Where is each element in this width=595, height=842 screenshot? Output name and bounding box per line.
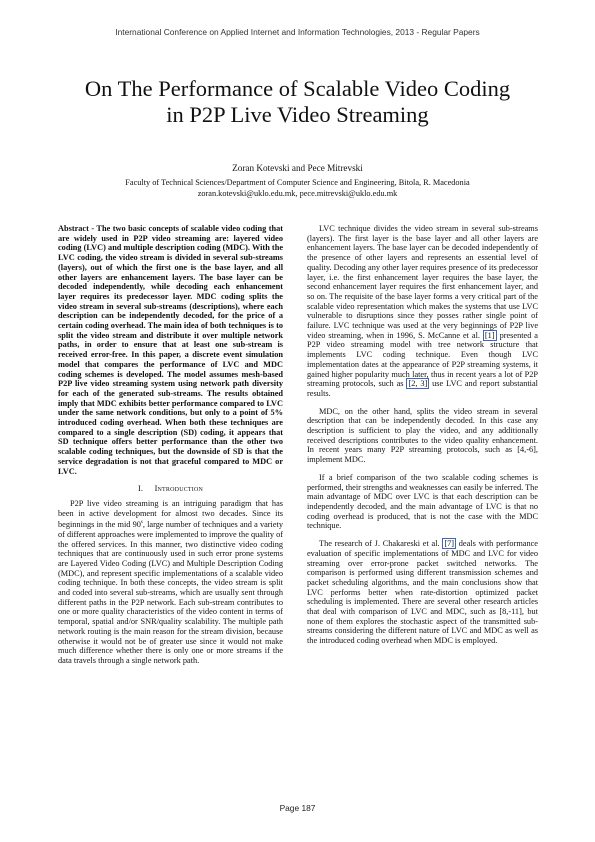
lvc-text-c: use LVC and report substantial results. (307, 379, 538, 398)
research-text-b: deals with performance evaluation of specific implementations of MDC and LVC for video streaming over error-prone packet switched networks. The comparison is performed using different transmission schemes and packet scheduling algorithms, and the main conclusions show that LVC performs better when rate-distortion optimized packet scheduling is implemented. There are several other research articles that deal with comparison of LVC and MDC, such as [8,-11], but none of them explores the stochastic aspect of the transmitted sub-streams considering the different nature of LVC and MDC as well as the introduced coding overhead when MDC is employed. (307, 539, 538, 646)
research-paragraph (307, 539, 538, 646)
affiliation-block (0, 177, 595, 199)
section-heading (58, 484, 283, 494)
paper-title (40, 76, 555, 128)
citation-link-1[interactable]: [1] (484, 330, 495, 340)
citation-link-2-3[interactable]: [2, 3] (408, 379, 428, 389)
affiliation: Faculty of Technical Sciences/Department of Computer Science and Engineering, Bitola, R. Macedonia (125, 178, 470, 187)
authors: Zoran Kotevski and Pece Mitrevski (232, 163, 363, 173)
title-line-2: in P2P Live Video Streaming (166, 102, 429, 127)
abstract: Abstract - The two basic concepts of scalable video coding that are widely used in P2P video streaming are: layered video coding (LVC) and multiple description coding (MDC). With the LVC coding, the video stream is divided in several sub-streams (layers), out of which the first one is the base layer, and all other layers are enhancement layers. The base layer can be decoded independently, while decoding each enhancement layer requires its predecessor layer. MDC coding splits the video stream in several sub-streams (descriptions), where each description can be independently decoded, for the price of a certain coding overhead. The main idea of both techniques is to split the video stream and distribute it over multiple network paths, in order to ensure that at least one sub-stream is received error-free. In this paper, a discrete event simulation model that compares the performance of LVC and MDC coding schemes is developed. The model assumes mesh-based P2P live video streaming system using network path diversity for each of the generated sub-streams. The results obtained imply that MDC exhibits better performance compared to LVC under the same network conditions, but only to a point of 5% introduced coding overhead. When both these techniques are compared to a single description (SD) coding, it appears that SD technique offers better performance than the other two scalable coding techniques, but the downside of SD is that the service degradation is not that graceful compared to MDC or LVC. (58, 224, 283, 476)
right-column (307, 224, 538, 654)
intro-paragraph (58, 499, 283, 666)
section-number: I. (137, 484, 144, 494)
intro-text-b: , large number of techniques and a variety of different approaches were implemented to improve the quality of the offered services. In this manner, two distinctive video coding techniques that are continuously used in such error prone systems are Layered Video Coding (LVC) and Multiple Description Coding (MDC), and represent specific implementations of a scalable video coding technique. In both these concepts, the video stream is split and coded into several sub-streams, which are usually sent through different paths in the P2P network. Each sub-stream contributes to one or more quality characteristics of the video content in terms of temporal, spatial and/or SNR/quality scalability. The multiple path network routing is the main reason for the stream division, because otherwise it would not be of greater use since it would not make much difference whether there is only one or more streams if the data travels through a single network path. (58, 520, 283, 665)
intro-text-a: P2P live video streaming is an intriguing paradigm that has been in active development for almost two decades. Since its beginnings in the mid 90 (58, 498, 283, 530)
citation-link-7[interactable]: [7] (444, 539, 455, 549)
lvc-text-a: LVC technique divides the video stream in several sub-streams (layers). The first layer is the base layer and all other layers are enhancement layers. The base layer can be decoded independently of the presence of other layers and represents an essential level of quality. Decoding any other layer requires presence of its predecessor layer, i.e. the first enhancement layer requires the base layer, the second enhancement layer requires the first enhancement layer, and so on. The requisite of the base layer forms a very critical part of the scalable video representation which makes the systems that use LVC vulnerable to disruptions since they posses rather single point of failure. LVC technique was used at the very beginnings of P2P live video streaming, when in 1996, S. McCanne et al. (307, 224, 538, 340)
page-number: Page 187 (279, 803, 316, 813)
emails: zoran.kotevski@uklo.edu.mk, pece.mitrevski@uklo.edu.mk (197, 189, 398, 198)
running-header: International Conference on Applied Internet and Information Technologies, 2013 - Regular Papers (115, 27, 480, 37)
comparison-paragraph: If a brief comparison of the two scalable coding schemes is performed, their strengths and weaknesses can easily be inferred. The main advantage of MDC over LVC is that each description can be independently decoded, and the main advantage of LVC is that no coding overhead is produced, that is not the case with the MDC technique. (307, 472, 538, 531)
lvc-paragraph (307, 224, 538, 399)
mdc-paragraph: MDC, on the other hand, splits the video stream in several description that can be independently decoded. In this case any description is sufficient to play the video, and any additionally received descriptions contributes to the video quality enhancement. In recent years many P2P streaming protocols, such as [4,-6], implement MDC. (307, 406, 538, 465)
intro-superscript: s (140, 520, 143, 526)
section-title: Introduction (154, 484, 204, 494)
lvc-text-b: presented a P2P video streaming model with tree network structure that implements LVC coding technique. Even though LVC implementation dates at the appearance of P2P streaming systems, it gained higher popularity much later, thus in recent years a lot of P2P streaming protocols, such as (307, 330, 538, 389)
title-line-1: On The Performance of Scalable Video Coding (84, 76, 511, 101)
research-text-a: The research of J. Chakareski et al. (319, 539, 443, 549)
left-column (58, 224, 283, 674)
